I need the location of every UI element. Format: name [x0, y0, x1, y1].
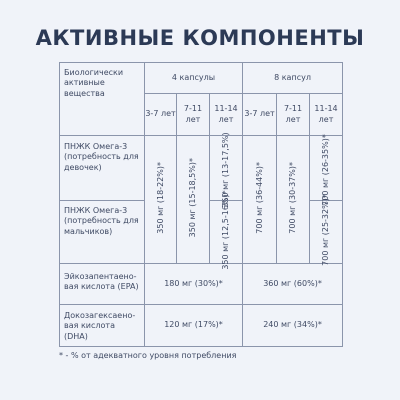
omega-8-age3-boys-value: 700 мг (25-32%)*	[321, 194, 331, 266]
omega-4-age2-value: 350 мг (15-18,5%)*	[188, 158, 197, 238]
omega-4-age3-girls-value: 350 мг (13-17,5%)	[221, 132, 230, 208]
group-4-capsules-header: 4 капсулы	[145, 63, 243, 94]
omega-4-age3-boys-value: 350 мг (12,5-16%)*	[221, 190, 230, 270]
row-divider	[60, 200, 144, 201]
page-title: АКТИВНЫЕ КОМПОНЕНТЫ	[35, 26, 365, 50]
omega-4-age3-cell	[210, 132, 243, 270]
footnote: * - % от адекватного уровня потребления	[59, 351, 237, 360]
omega-8-age1-value: 700 мг (36-44%)*	[254, 161, 264, 234]
age-header: 7-11 лет	[177, 94, 210, 136]
age-header: 11-14 лет	[310, 94, 343, 136]
substances-header: Биологически активные вещества	[60, 63, 145, 136]
epa-8-value: 360 мг (60%)*	[243, 264, 343, 305]
dha-8-value: 240 мг (34%)*	[243, 305, 343, 347]
epa-label: Эйкозапентаено-вая кислота (EPA)	[60, 264, 145, 305]
age-header: 3-7 лет	[145, 94, 177, 136]
omega-4-age1-value: 350 мг (18-22%)*	[155, 161, 165, 234]
omega-8-age3-girls-value: 700 мг (26-35%)*	[321, 134, 331, 207]
omega-8-age3-cell	[310, 136, 343, 264]
omega-label-cell	[60, 136, 145, 264]
group-8-capsules-header: 8 капсул	[243, 63, 343, 94]
omega-boys-label: ПНЖК Омега-3 (потребность для мальчиков)	[64, 206, 139, 236]
dha-label: Докозагексаено-вая кислота (DHA)	[60, 305, 145, 347]
age-header: 11-14 лет	[210, 94, 243, 136]
age-header: 3-7 лет	[243, 94, 277, 136]
omega-girls-label: ПНЖК Омега-3 (потребность для девочек)	[64, 142, 139, 172]
dha-4-value: 120 мг (17%)*	[145, 305, 243, 347]
age-header: 7-11 лет	[277, 94, 310, 136]
components-table	[59, 62, 343, 347]
omega-8-age2-value: 700 мг (30-37%)*	[288, 161, 298, 234]
epa-4-value: 180 мг (30%)*	[145, 264, 243, 305]
